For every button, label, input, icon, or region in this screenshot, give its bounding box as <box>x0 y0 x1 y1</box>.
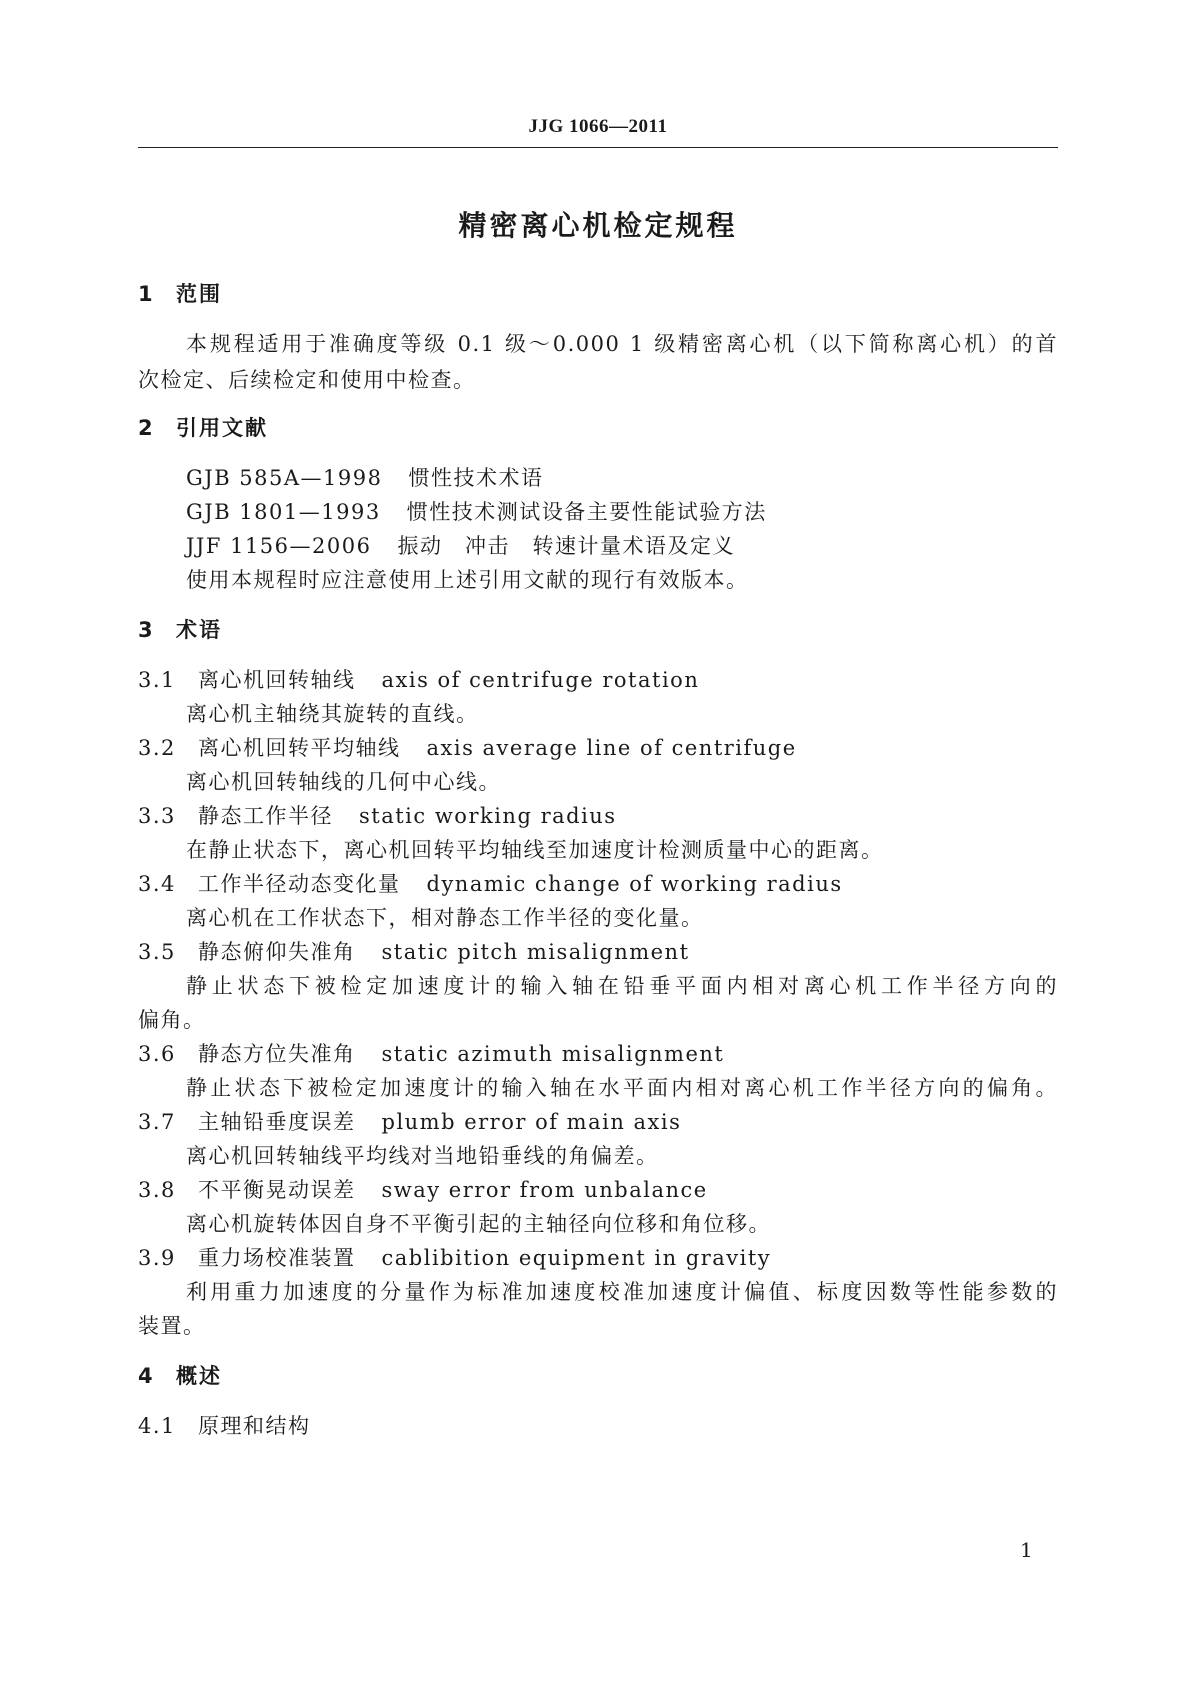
term-english: cablibition equipment in gravity <box>381 1246 772 1270</box>
term-english: dynamic change of working radius <box>426 872 843 896</box>
section-number: 3 <box>138 618 155 642</box>
section-2-heading <box>138 412 268 442</box>
term-heading <box>138 1038 724 1068</box>
section-title: 概述 <box>176 1364 222 1388</box>
subsection-number: 4.1 <box>138 1414 176 1438</box>
paragraph-line: 本规程适用于准确度等级 0.1 级～0.000 1 级精密离心机（以下简称离心机）的首 <box>186 332 1058 356</box>
term-definition: 离心机主轴绕其旋转的直线。 <box>186 702 479 726</box>
reference-code: GJB 585A—1998 <box>186 466 383 490</box>
term-english: plumb error of main axis <box>381 1110 682 1134</box>
term-english: axis of centrifuge rotation <box>381 668 700 692</box>
header-divider <box>138 147 1058 148</box>
section-number: 2 <box>138 416 155 440</box>
term-english: axis average line of centrifuge <box>426 736 797 760</box>
term-chinese: 不平衡晃动误差 <box>198 1178 356 1202</box>
term-english: static working radius <box>359 804 617 828</box>
term-number: 3.1 <box>138 668 176 692</box>
term-heading <box>138 1242 771 1272</box>
term-heading <box>138 732 797 762</box>
term-chinese: 静态方位失准角 <box>198 1042 356 1066</box>
term-chinese: 重力场校准装置 <box>198 1246 356 1270</box>
reference-item <box>186 496 767 526</box>
term-heading <box>138 1174 708 1204</box>
standard-number-header: JJG 1066—2011 <box>528 116 668 137</box>
term-chinese: 离心机回转轴线 <box>198 668 356 692</box>
term-heading <box>138 664 699 694</box>
section-title: 术语 <box>176 618 222 642</box>
term-definition-continued: 偏角。 <box>138 1008 206 1032</box>
term-definition: 在静止状态下，离心机回转平均轴线至加速度计检测质量中心的距离。 <box>186 838 884 862</box>
reference-item <box>186 462 544 492</box>
term-number: 3.3 <box>138 804 176 828</box>
term-heading <box>138 868 843 898</box>
term-number: 3.5 <box>138 940 176 964</box>
reference-title: 振动 冲击 转速计量术语及定义 <box>397 534 735 558</box>
term-number: 3.9 <box>138 1246 176 1270</box>
term-chinese: 静态工作半径 <box>198 804 333 828</box>
document-title: 精密离心机检定规程 <box>458 209 738 242</box>
term-chinese: 主轴铅垂度误差 <box>198 1110 356 1134</box>
subsection-title: 原理和结构 <box>198 1414 311 1438</box>
term-definition: 离心机旋转体因自身不平衡引起的主轴径向位移和角位移。 <box>186 1212 771 1236</box>
reference-note: 使用本规程时应注意使用上述引用文献的现行有效版本。 <box>186 568 749 592</box>
term-definition: 静止状态下被检定加速度计的输入轴在水平面内相对离心机工作半径方向的偏角。 <box>186 1076 1058 1100</box>
term-english: static pitch misalignment <box>381 940 690 964</box>
reference-title: 惯性技术术语 <box>408 466 544 490</box>
term-english: sway error from unbalance <box>381 1178 708 1202</box>
term-definition-continued: 装置。 <box>138 1314 206 1338</box>
term-chinese: 静态俯仰失准角 <box>198 940 356 964</box>
section-number: 1 <box>138 282 155 306</box>
term-definition: 离心机回转轴线平均线对当地铅垂线的角偏差。 <box>186 1144 659 1168</box>
section-number: 4 <box>138 1364 155 1388</box>
term-number: 3.8 <box>138 1178 176 1202</box>
term-number: 3.2 <box>138 736 176 760</box>
term-definition: 静止状态下被检定加速度计的输入轴在铅垂平面内相对离心机工作半径方向的 <box>186 974 1058 998</box>
section-title: 引用文献 <box>176 416 268 440</box>
term-definition: 利用重力加速度的分量作为标准加速度校准加速度计偏值、标度因数等性能参数的 <box>186 1280 1058 1304</box>
term-definition: 离心机回转轴线的几何中心线。 <box>186 770 501 794</box>
section-4-heading <box>138 1360 222 1390</box>
term-number: 3.6 <box>138 1042 176 1066</box>
term-heading <box>138 936 690 966</box>
subsection-heading <box>138 1410 311 1440</box>
term-heading <box>138 800 617 830</box>
reference-item <box>186 530 735 560</box>
section-3-heading <box>138 614 222 644</box>
term-number: 3.7 <box>138 1110 176 1134</box>
section-1-heading <box>138 278 222 308</box>
term-heading <box>138 1106 681 1136</box>
reference-code: JJF 1156—2006 <box>186 534 372 558</box>
term-chinese: 工作半径动态变化量 <box>198 872 401 896</box>
term-chinese: 离心机回转平均轴线 <box>198 736 401 760</box>
page-number: 1 <box>1020 1538 1033 1562</box>
reference-code: GJB 1801—1993 <box>186 500 381 524</box>
section-title: 范围 <box>176 282 222 306</box>
paragraph-line: 次检定、后续检定和使用中检查。 <box>138 368 476 392</box>
term-number: 3.4 <box>138 872 176 896</box>
reference-title: 惯性技术测试设备主要性能试验方法 <box>406 500 767 524</box>
term-english: static azimuth misalignment <box>381 1042 725 1066</box>
term-definition: 离心机在工作状态下，相对静态工作半径的变化量。 <box>186 906 704 930</box>
